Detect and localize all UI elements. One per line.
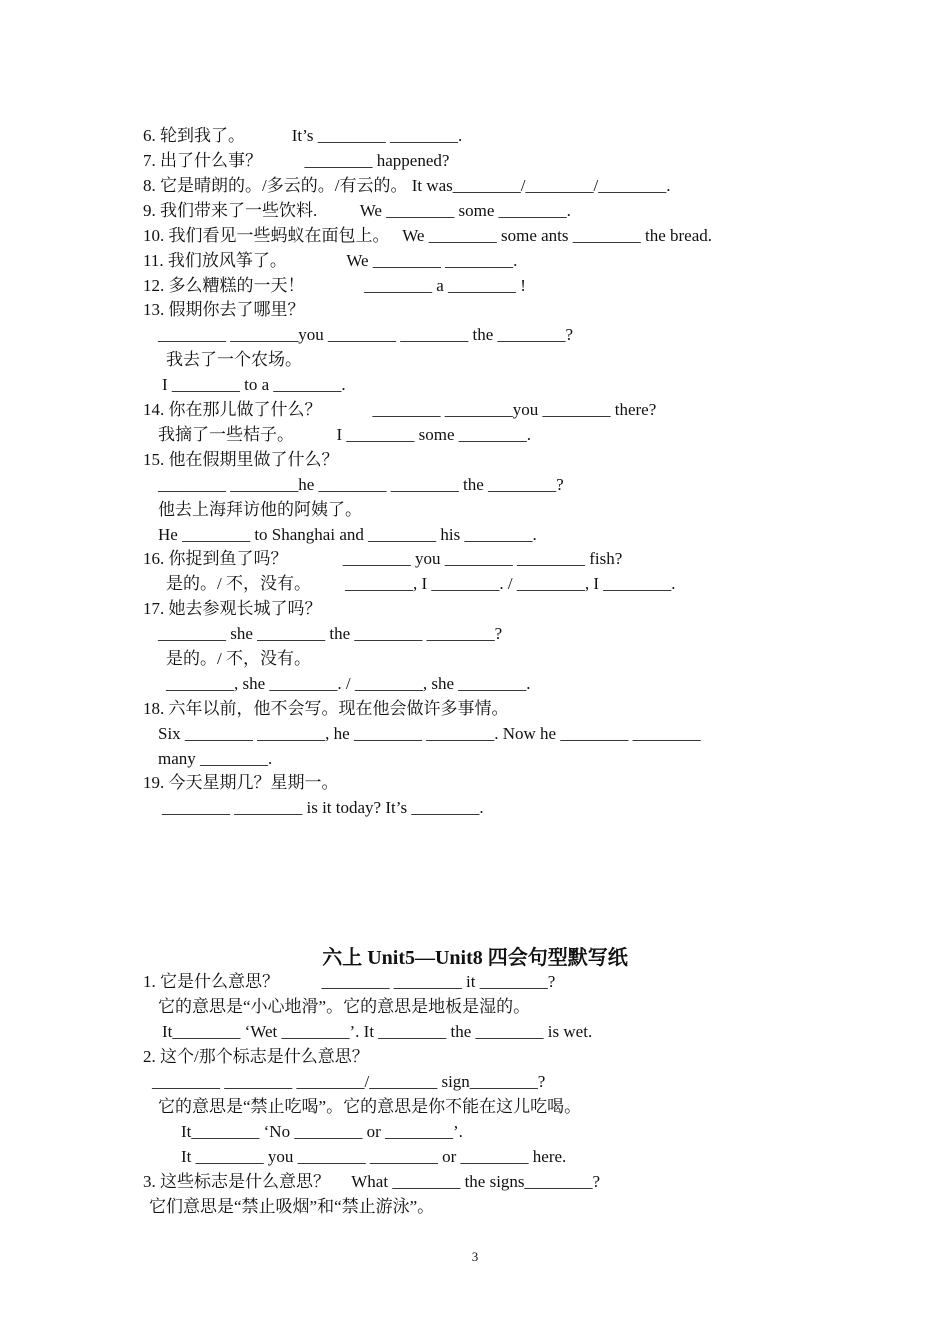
worksheet-line: ________ ________he ________ ________ the ________? <box>158 475 564 494</box>
worksheet-line: 6. 轮到我了。 It’s ________ ________. <box>143 126 463 145</box>
worksheet-line: 10. 我们看见一些蚂蚁在面包上。 We ________ some ants ________ the bread. <box>143 226 713 245</box>
worksheet-line: It________ ‘Wet ________’. It ________ the ________ is wet. <box>162 1022 593 1041</box>
worksheet-line: It ________ you ________ ________ or ________ here. <box>181 1147 567 1166</box>
worksheet-line: 是的。/ 不，没有。 <box>166 649 311 668</box>
worksheet-line: ________ she ________ the ________ ________? <box>158 624 503 643</box>
worksheet-line: He ________ to Shanghai and ________ his ________. <box>158 525 537 544</box>
worksheet-line: 19. 今天星期几？星期一。 <box>143 773 339 792</box>
worksheet-line: ________ ________ ________/________ sign________? <box>152 1072 546 1091</box>
worksheet-line: 16. 你捉到鱼了吗？ ________ you ________ ________ fish? <box>143 549 623 568</box>
worksheet-line: 7. 出了什么事？ ________ happened? <box>143 151 450 170</box>
worksheet-line: 我摘了一些桔子。 I ________ some ________. <box>158 425 532 444</box>
worksheet-line: 8. 它是晴朗的。/多云的。/有云的。 It was________/________/________. <box>143 176 671 195</box>
worksheet-line: 15. 他在假期里做了什么？ <box>143 450 339 469</box>
worksheet-line: ________ ________you ________ ________ the ________? <box>158 325 574 344</box>
worksheet-line: 18. 六年以前，他不会写。现在他会做许多事情。 <box>143 699 509 718</box>
worksheet-line: 14. 你在那儿做了什么？ ________ ________you ________ there? <box>143 400 657 419</box>
worksheet-line: ________, she ________. / ________, she ________. <box>166 674 531 693</box>
worksheet-line: 11. 我们放风筝了。 We ________ ________. <box>143 251 518 270</box>
section-title: 六上 Unit5—Unit8 四会句型默写纸 <box>322 947 628 969</box>
worksheet-line: 1. 它是什么意思？ ________ ________ it ________? <box>143 972 556 991</box>
worksheet-line: 它的意思是“禁止吃喝”。它的意思是你不能在这儿吃喝。 <box>158 1097 582 1116</box>
worksheet-line: 我去了一个农场。 <box>166 350 302 369</box>
worksheet-line: 12. 多么糟糕的一天！ ________ a ________ ! <box>143 276 526 295</box>
worksheet-line: 9. 我们带来了一些饮料. We ________ some ________. <box>143 201 571 220</box>
worksheet-line: many ________. <box>158 749 273 768</box>
worksheet-line: 他去上海拜访他的阿姨了。 <box>158 500 362 519</box>
worksheet-line: I ________ to a ________. <box>162 375 346 394</box>
worksheet-line: 13. 假期你去了哪里？ <box>143 300 305 319</box>
worksheet-line: 它们意思是“禁止吸烟”和“禁止游泳”。 <box>149 1197 435 1216</box>
page-number: 3 <box>471 1249 479 1264</box>
worksheet-line: 它的意思是“小心地滑”。它的意思是地板是湿的。 <box>158 997 531 1016</box>
worksheet-line: Six ________ ________, he ________ ________. Now he ________ ________ <box>158 724 701 743</box>
worksheet-line: 是的。/ 不，没有。 ________, I ________. / ________, I ________. <box>166 574 676 593</box>
worksheet-line: It________ ‘No ________ or ________’. <box>181 1122 463 1141</box>
worksheet-line: ________ ________ is it today? It’s ________. <box>162 798 484 817</box>
worksheet-line: 2. 这个/那个标志是什么意思？ <box>143 1047 369 1066</box>
worksheet-line: 17. 她去参观长城了吗？ <box>143 599 322 618</box>
worksheet-line: 3. 这些标志是什么意思？ What ________ the signs________? <box>143 1172 601 1191</box>
